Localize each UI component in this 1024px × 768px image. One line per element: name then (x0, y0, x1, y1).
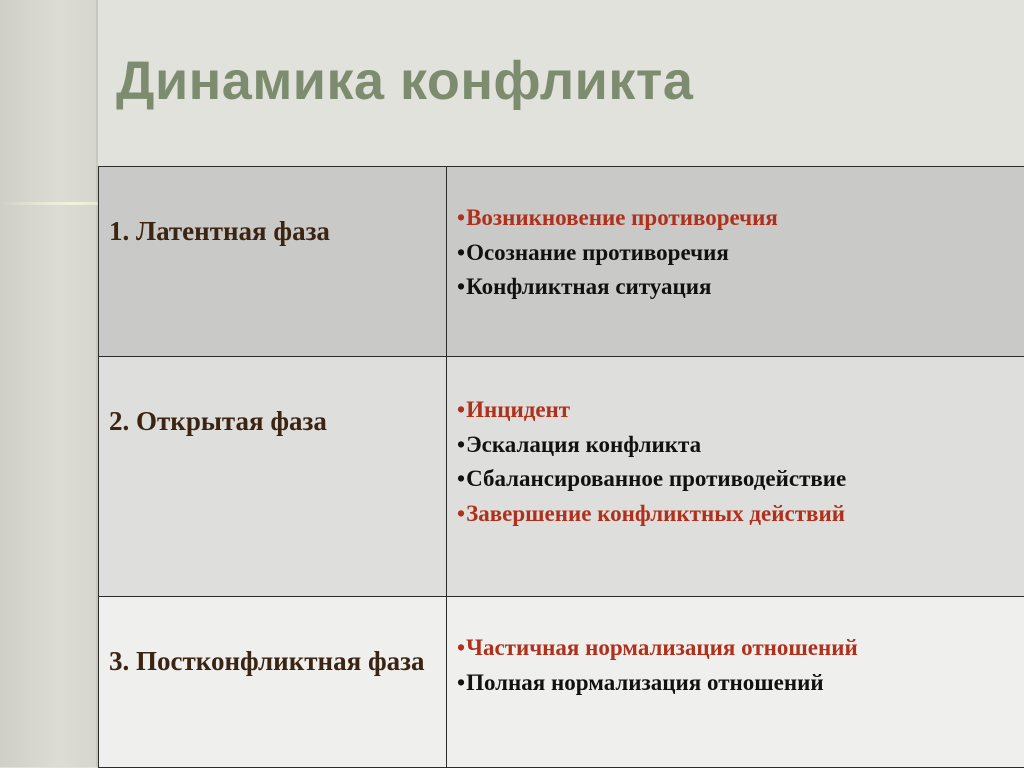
item-text: Частичная нормализация отношений (466, 635, 858, 660)
bullet-icon: • (457, 432, 465, 457)
item-text: Возникновение противоречия (466, 205, 778, 230)
item-text: Сбалансированное противодействие (466, 466, 846, 491)
bullet-icon: • (457, 240, 465, 265)
item-text: Полная нормализация отношений (466, 670, 824, 695)
items-cell (447, 167, 1024, 357)
phase-cell (99, 357, 447, 597)
bullet-icon: • (457, 205, 465, 230)
list-item (457, 428, 1017, 463)
bullet-icon: • (457, 466, 465, 491)
table-row-postconflict (99, 597, 1024, 768)
table-row-latent (99, 167, 1024, 357)
items-cell (447, 357, 1024, 597)
list-item (457, 631, 1017, 666)
list-item (457, 393, 1017, 428)
list-item (457, 666, 1017, 701)
list-item (457, 236, 1017, 271)
list-item (457, 270, 1017, 305)
item-text: Осознание противоречия (466, 240, 729, 265)
bullet-icon: • (457, 635, 465, 660)
phase-name: 3. Постконфликтная фаза (99, 597, 446, 681)
phase-name: 2. Открытая фаза (99, 357, 446, 441)
items-list (447, 167, 1024, 305)
slide-title: Динамика конфликта (116, 50, 693, 112)
items-list (447, 357, 1024, 531)
item-text: Эскалация конфликта (466, 432, 701, 457)
phase-cell (99, 167, 447, 357)
item-text: Конфликтная ситуация (466, 274, 711, 299)
bullet-icon: • (457, 274, 465, 299)
phase-table (98, 166, 1024, 768)
bullet-icon: • (457, 397, 465, 422)
items-cell (447, 597, 1024, 768)
phase-name: 1. Латентная фаза (99, 167, 446, 251)
table-row-open (99, 357, 1024, 597)
item-text: Инцидент (466, 397, 570, 422)
list-item (457, 497, 1017, 532)
list-item (457, 462, 1017, 497)
list-item (457, 201, 1017, 236)
items-list (447, 597, 1024, 700)
bullet-icon: • (457, 670, 465, 695)
bullet-icon: • (457, 501, 465, 526)
phase-cell (99, 597, 447, 768)
left-decorative-band (0, 0, 98, 767)
item-text: Завершение конфликтных действий (466, 501, 845, 526)
